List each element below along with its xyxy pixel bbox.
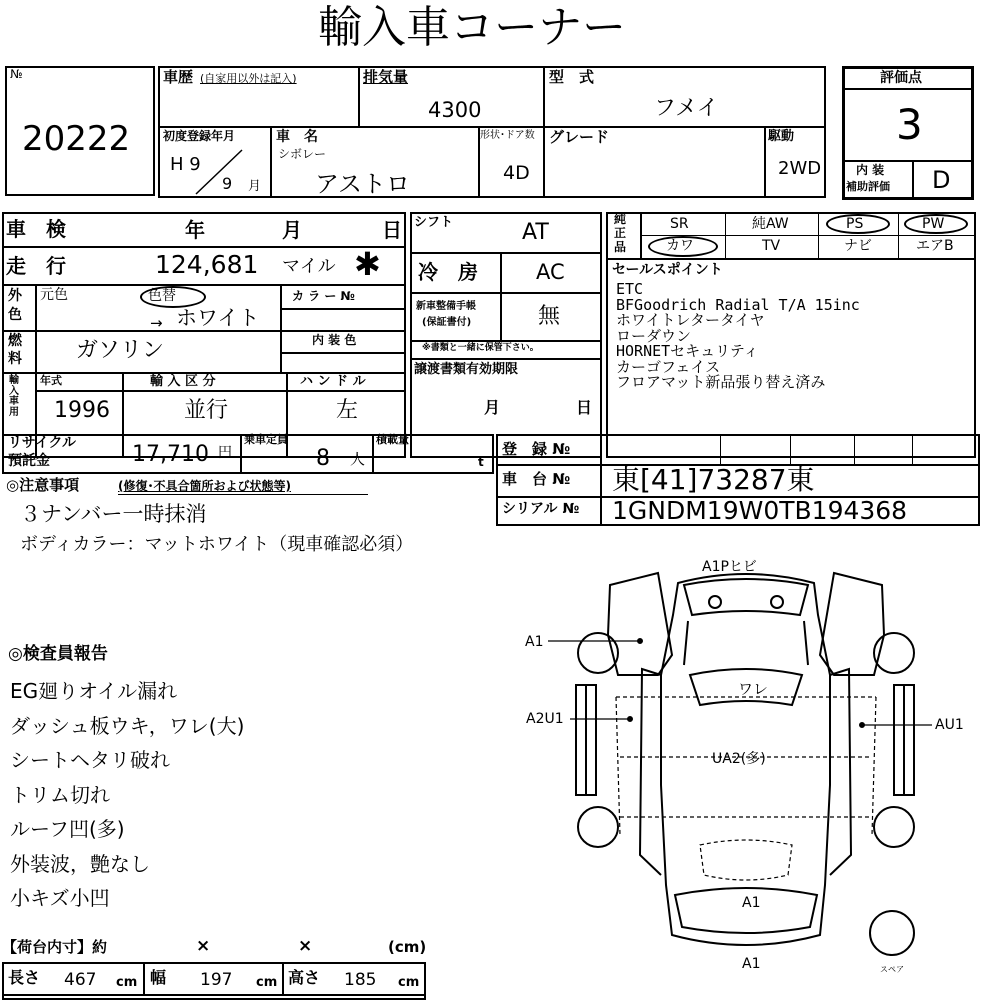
orig-color-label: 元色 bbox=[40, 287, 68, 303]
genuine-pw: PW bbox=[922, 216, 945, 232]
drive-value: 2WD bbox=[778, 158, 822, 179]
service-note: ※書類と一緒に保管下さい。 bbox=[422, 343, 539, 353]
fuel-value: ガソリン bbox=[76, 338, 165, 363]
first-reg-month: 9 bbox=[222, 174, 233, 193]
diagram-rear-inner-label: A1 bbox=[742, 895, 761, 911]
shift-label: シフト bbox=[414, 215, 454, 230]
no-label: № bbox=[10, 67, 23, 81]
car-name-value: アストロ bbox=[315, 170, 411, 198]
model-type-value: フメイ bbox=[654, 96, 719, 121]
inspection-month: 月 bbox=[282, 218, 302, 242]
color-no-label: カ ラ ー № bbox=[292, 289, 355, 303]
report-line: 外装波，艶なし bbox=[10, 851, 150, 876]
genuine-airbag: エアB bbox=[916, 238, 954, 254]
cargo-width-cm: cm bbox=[256, 975, 278, 990]
body-value: 4D bbox=[503, 162, 530, 184]
score-value: 3 bbox=[896, 100, 923, 149]
mileage-mark: ✱ bbox=[354, 245, 381, 283]
first-reg-label: 初度登録年月 bbox=[163, 129, 236, 143]
recycle-value: 17,710 bbox=[132, 442, 209, 467]
drive-label: 駆動 bbox=[768, 129, 795, 144]
genuine-aw: 純AW bbox=[752, 216, 789, 232]
notes-line: ボディカラー：マットホワイト（現車確認必須） bbox=[20, 534, 414, 555]
grade-label: グレード bbox=[549, 128, 610, 146]
page-title: 輸入車コーナー bbox=[318, 2, 626, 53]
report-label: ◎検査員報告 bbox=[8, 644, 108, 664]
diagram-roof-label: UA2(多) bbox=[712, 751, 766, 767]
report-list bbox=[10, 674, 244, 916]
interior-label-1: 内 装 bbox=[856, 163, 885, 177]
report-line: シートヘタリ破れ bbox=[10, 748, 170, 772]
transfer-month: 月 bbox=[484, 398, 501, 417]
load-label: 積載量 bbox=[376, 433, 409, 446]
no-value: 20222 bbox=[22, 119, 131, 159]
fuel-label-1: 燃 bbox=[8, 333, 22, 349]
diagram-left-top-label: A1 bbox=[525, 634, 544, 650]
body-label: 形状･ドア数 bbox=[480, 130, 535, 141]
cargo-x2: × bbox=[298, 936, 313, 956]
transfer-day: 日 bbox=[576, 398, 593, 417]
diagram-left-mid-label: A2U1 bbox=[526, 711, 564, 727]
reg-no-label: 登 録 № bbox=[502, 440, 571, 458]
inspection-day: 日 bbox=[382, 218, 402, 242]
history-label: 車歴 bbox=[163, 68, 194, 86]
notes-line: ３ナンバー一時抹消 bbox=[20, 502, 207, 526]
import-year-label: 年式 bbox=[40, 374, 62, 387]
import-class-label: 輸 入 区 分 bbox=[150, 374, 216, 389]
inspection-year: 年 bbox=[185, 218, 205, 242]
transfer-label: 譲渡書類有効期限 bbox=[414, 362, 519, 377]
color-label-2: 色 bbox=[8, 307, 22, 323]
diagram-right-mid-label: AU1 bbox=[935, 717, 964, 733]
inspection-label: 車 検 bbox=[6, 217, 66, 241]
sales-line: カーゴフェイス bbox=[616, 357, 721, 376]
report-line: 小キズ小凹 bbox=[10, 886, 110, 910]
interior-color-label: 内 装 色 bbox=[312, 333, 357, 347]
sales-line: フロアマット新品張り替え済み bbox=[616, 373, 826, 391]
cargo-width-label: 幅 bbox=[150, 968, 167, 987]
color-value: ホワイト bbox=[176, 306, 260, 330]
sales-line: HORNETセキュリティ bbox=[616, 342, 759, 360]
service-label-1: 新車整備手帳 bbox=[416, 301, 476, 312]
interior-label-2: 補助評価 bbox=[846, 180, 890, 193]
genuine-sr: SR bbox=[670, 216, 689, 232]
fuel-label-2: 料 bbox=[8, 351, 22, 367]
report-line: ダッシュ板ウキ，ワレ(大) bbox=[10, 713, 245, 738]
recycle-label-2: 預託金 bbox=[8, 453, 50, 469]
capacity-unit: 人 bbox=[350, 450, 366, 468]
score-label: 評価点 bbox=[880, 70, 922, 86]
cargo-x1: × bbox=[196, 936, 211, 956]
cargo-length-label: 長さ bbox=[8, 968, 41, 987]
sales-line: ローダウン bbox=[616, 326, 692, 345]
sales-label: セールスポイント bbox=[612, 262, 723, 278]
serial-no-label: シリアル № bbox=[502, 501, 580, 517]
mileage-unit: マイル bbox=[282, 256, 336, 277]
sales-line: BFGoodrich Radial T/A 15inc bbox=[616, 295, 860, 314]
mileage-value: 124,681 bbox=[155, 250, 259, 279]
aircon-value: AC bbox=[536, 260, 565, 284]
history-note: (自家用以外は記入) bbox=[200, 72, 297, 85]
report-line: ルーフ凹(多) bbox=[10, 817, 125, 841]
sales-line: ホワイトレタータイヤ bbox=[616, 311, 765, 329]
sales-list bbox=[616, 282, 860, 391]
cargo-width-value: 197 bbox=[200, 970, 233, 990]
genuine-ps: PS bbox=[846, 216, 864, 232]
recycle-label-1: リサイクル bbox=[8, 435, 77, 451]
mileage-label: 走 行 bbox=[6, 254, 66, 278]
diagram-windshield-label: ワレ bbox=[738, 680, 769, 698]
color-label-1: 外 bbox=[8, 288, 22, 304]
interior-value: D bbox=[932, 166, 951, 194]
cargo-length-cm: cm bbox=[116, 975, 138, 990]
cargo-height-label: 高さ bbox=[288, 968, 321, 987]
equipment-box bbox=[410, 212, 602, 458]
cargo-height-value: 185 bbox=[344, 970, 377, 990]
diagram-front-label: A1Pヒビ bbox=[702, 559, 757, 575]
genuine-tv: TV bbox=[762, 238, 781, 254]
repaint-label: 色替 bbox=[148, 288, 176, 304]
shift-value: AT bbox=[522, 220, 549, 245]
service-label-2: (保証書付) bbox=[422, 317, 472, 328]
genuine-navi: ナビ bbox=[844, 238, 872, 254]
capacity-value: 8 bbox=[316, 446, 330, 471]
first-reg-era: H 9 bbox=[170, 154, 201, 175]
car-name-label: 車 名 bbox=[276, 129, 318, 145]
genuine-leather: カワ bbox=[666, 238, 694, 254]
genuine-label: 純 正 品 bbox=[614, 212, 627, 254]
handle-label: ハ ン ド ル bbox=[300, 374, 366, 389]
cargo-height-cm: cm bbox=[398, 975, 420, 990]
handle-value: 左 bbox=[336, 398, 359, 423]
load-unit: t bbox=[478, 455, 484, 469]
displacement-value: 4300 bbox=[428, 98, 482, 122]
first-reg-month-unit: 月 bbox=[248, 179, 262, 194]
recycle-unit: 円 bbox=[218, 445, 232, 461]
cargo-unit: (cm) bbox=[388, 938, 427, 956]
import-label: 輸 入 車 用 bbox=[9, 375, 19, 418]
capacity-label: 乗車定員 bbox=[244, 433, 288, 446]
sales-line: ETC bbox=[616, 280, 644, 298]
import-class: 並行 bbox=[184, 398, 229, 423]
model-type-label: 型 式 bbox=[549, 68, 595, 86]
chassis-no-value: 東[41]73287東 bbox=[612, 463, 815, 496]
cargo-label: 【荷台内寸】約 bbox=[2, 938, 108, 956]
cargo-length-value: 467 bbox=[64, 970, 97, 990]
car-damage-diagram bbox=[500, 555, 990, 1000]
car-name-maker: シボレー bbox=[278, 147, 327, 161]
color-arrow: → bbox=[150, 314, 163, 332]
notes-sub: (修復･不具合箇所および状態等) bbox=[118, 479, 291, 493]
serial-no-value: 1GNDM19W0TB194368 bbox=[612, 496, 908, 525]
service-value: 無 bbox=[538, 304, 561, 329]
diagram-rear-label: A1 bbox=[742, 956, 761, 972]
notes-label: ◎注意事項 bbox=[6, 476, 80, 494]
aircon-label: 冷 房 bbox=[418, 260, 478, 284]
chassis-no-label: 車 台 № bbox=[502, 470, 571, 488]
diagram-spare-label: スペア bbox=[880, 965, 904, 974]
import-year: 1996 bbox=[54, 398, 110, 423]
displacement-label: 排気量 bbox=[363, 68, 409, 86]
report-line: トリム切れ bbox=[10, 782, 110, 807]
report-line: EG廻りオイル漏れ bbox=[10, 679, 178, 703]
